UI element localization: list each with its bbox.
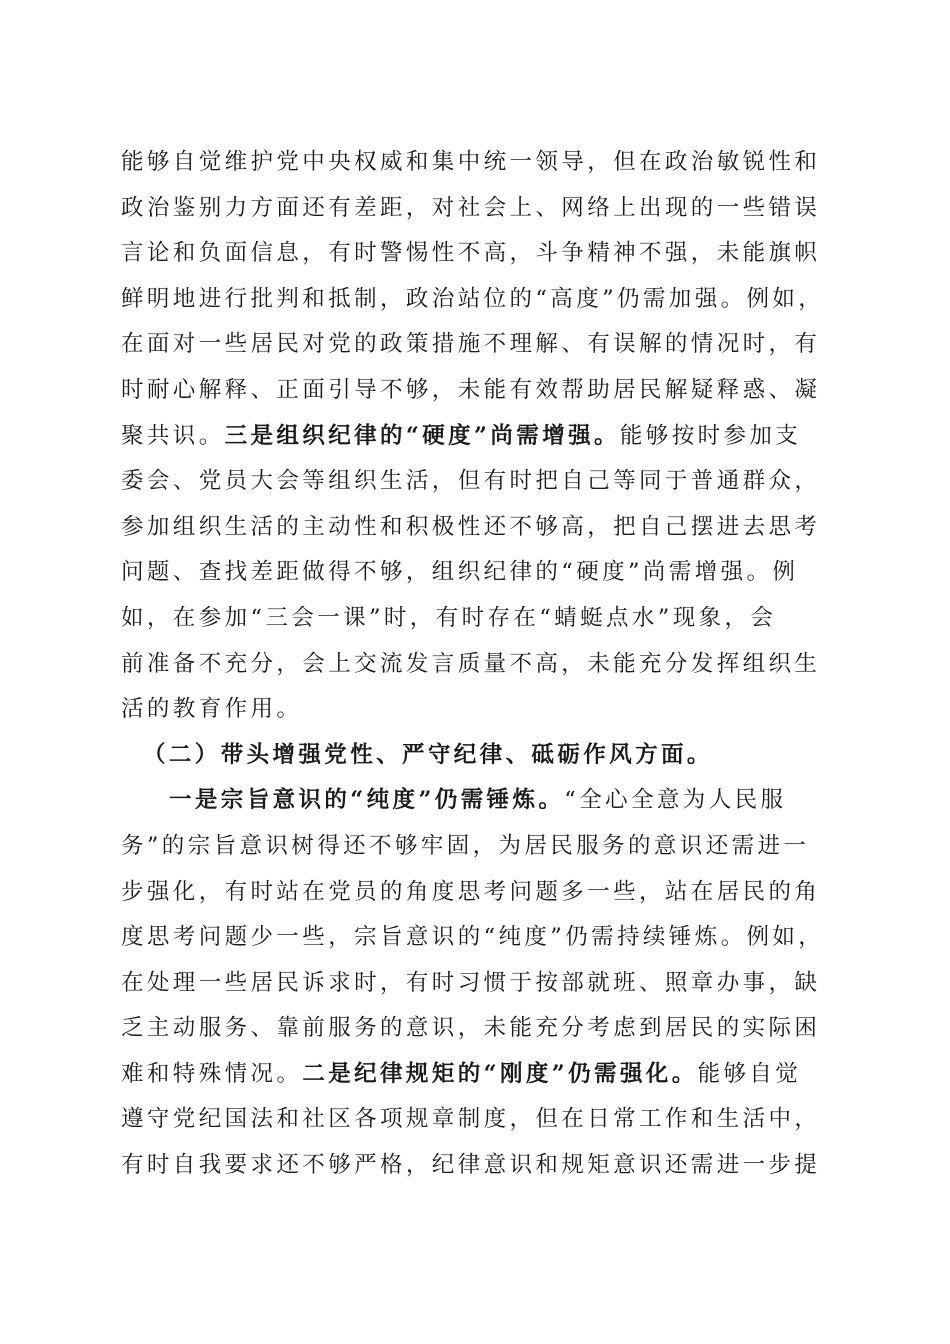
text-segment: 言论和负面信息，有时警惕性不高，斗争精神不强，未能旗帜 [121, 240, 821, 267]
text-segment: 鲜明地进行批判和抵制，政治站位的“高度”仍需加强。例如， [121, 285, 825, 312]
bold-text-segment: 一是宗旨意识的“纯度”仍需锤炼。 [169, 787, 565, 814]
paragraph-line [121, 140, 827, 186]
text-segment: 时耐心解释、正面引导不够，未能有效帮助居民解疑释惑、凝 [121, 376, 821, 403]
paragraph-line [121, 642, 827, 688]
section-heading [121, 733, 827, 779]
text-segment: 能够自觉维护党中央权威和集中统一领导，但在政治敏锐性和 [121, 149, 821, 175]
paragraph-line [121, 459, 827, 505]
bold-text-segment: （二）带头增强党性、严守纪律、砥砺作风方面。 [143, 741, 713, 768]
text-segment: 务”的宗旨意识树得还不够牢固，为居民服务的意识还需进一 [121, 832, 810, 859]
paragraph-line [121, 368, 827, 414]
text-segment: 遵守党纪国法和社区各项规章制度，但在日常工作和生活中， [121, 1106, 821, 1133]
text-segment: 在面对一些居民对党的政策措施不理解、有误解的情况时，有 [121, 331, 821, 358]
text-segment: “全心全意为人民服 [564, 787, 787, 814]
paragraph-line [121, 870, 827, 916]
text-segment: 问题、查找差距做得不够，组织纪律的“硬度”尚需增强。例 [121, 559, 799, 586]
text-segment: 步强化，有时站在党员的角度思考问题多一些，站在居民的角 [121, 878, 821, 905]
paragraph-line [121, 778, 827, 824]
paragraph-line [121, 824, 827, 870]
text-segment: 聚共识。 [121, 422, 225, 449]
text-segment: 委会、党员大会等组织生活，但有时把自己等同于普通群众， [121, 468, 821, 495]
paragraph-line [121, 505, 827, 551]
paragraph-line [121, 231, 827, 277]
paragraph-line [121, 277, 827, 323]
text-segment: 有时自我要求还不够严格，纪律意识和规矩意识还需进一步提 [121, 1152, 821, 1179]
paragraph-line [121, 687, 827, 733]
paragraph-line [121, 414, 827, 460]
paragraph-line [121, 550, 827, 596]
paragraph-line [121, 961, 827, 1007]
paragraph-line [121, 1006, 827, 1052]
text-segment: 难和特殊情况。 [121, 1060, 303, 1087]
text-segment: 活的教育作用。 [121, 696, 303, 723]
paragraph-line [121, 322, 827, 368]
text-segment: 乏主动服务、靠前服务的意识，未能充分考虑到居民的实际困 [121, 1015, 821, 1042]
text-segment: 度思考问题少一些，宗旨意识的“纯度”仍需持续锤炼。例如， [121, 924, 825, 951]
document-body [121, 140, 827, 1189]
paragraph-line [121, 1097, 827, 1143]
paragraph-line [121, 596, 827, 642]
text-segment: 参加组织生活的主动性和积极性还不够高，把自己摆进去思考 [121, 513, 821, 540]
paragraph-line [121, 915, 827, 961]
paragraph-line [121, 1143, 827, 1189]
text-segment: 在处理一些居民诉求时，有时习惯于按部就班、照章办事，缺 [121, 969, 821, 996]
bold-text-segment: 二是纪律规矩的“刚度”仍需强化。 [302, 1060, 698, 1087]
text-segment: 能够按时参加支 [619, 422, 802, 449]
text-segment: 政治鉴别力方面还有差距，对社会上、网络上出现的一些错误 [121, 194, 821, 221]
text-segment: 如，在参加“三会一课”时，有时存在“蜻蜓点水”现象，会 [121, 604, 777, 631]
paragraph-line [121, 186, 827, 232]
text-segment: 能够自觉 [697, 1060, 802, 1087]
text-segment: 前准备不充分，会上交流发言质量不高，未能充分发挥组织生 [121, 650, 821, 677]
paragraph-line [121, 1052, 827, 1098]
bold-text-segment: 三是组织纪律的“硬度”尚需增强。 [224, 422, 620, 449]
